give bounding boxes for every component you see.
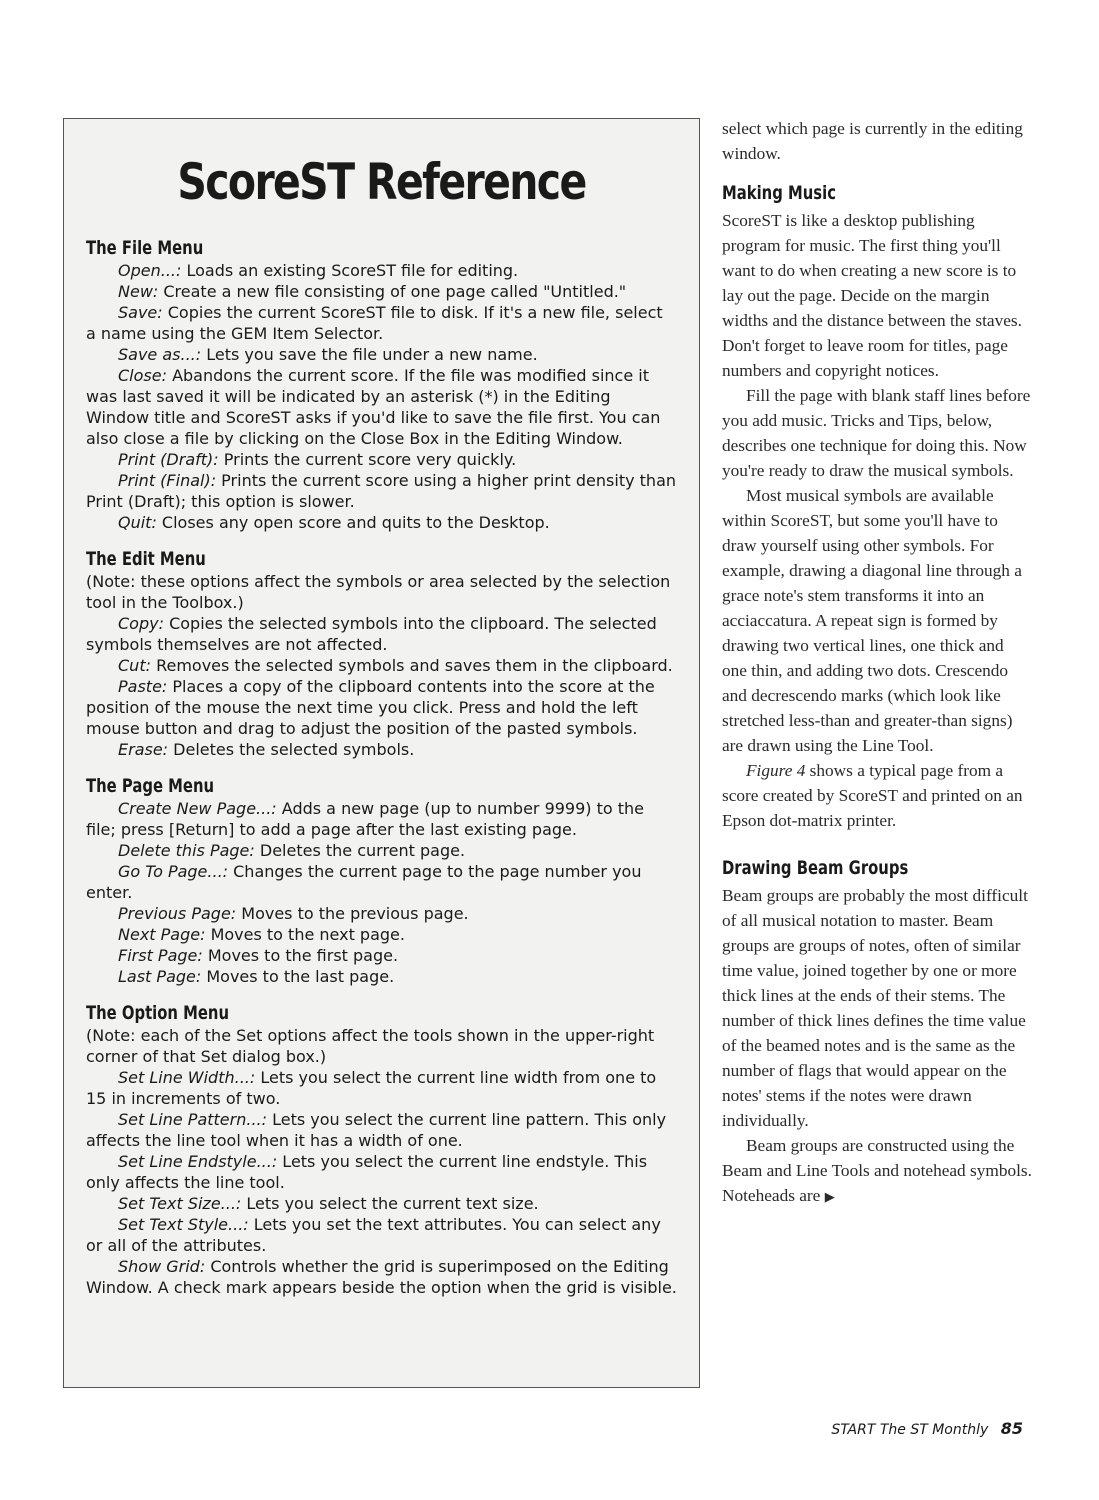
menu-entry-term: Print (Final): <box>118 471 217 490</box>
menu-entry-description: Abandons the current score. If the file was modified since it was last saved it will be indicated by an asterisk (*) in the Editing Window title and ScoreST asks if you'd like to save the file first. You can also close a file by clicking on the Close Box in the Editing Window. <box>86 366 661 448</box>
menu-entry <box>86 924 677 945</box>
figure-reference-text: shows a typical page from a score created by ScoreST and printed on an Epson dot-matrix printer. <box>722 761 1023 830</box>
menu-entry-description: Moves to the next page. <box>205 925 405 944</box>
menu-entry-term: Set Line Endstyle...: <box>118 1152 278 1171</box>
menu-entry-description: Lets you set the text attributes. You can select any or all of the attributes. <box>86 1215 661 1255</box>
menu-entry-description: Deletes the current page. <box>254 841 466 860</box>
making-music-heading: Making Music <box>722 182 836 204</box>
menu-entry-term: New: <box>118 282 159 301</box>
menu-entry-description: Lets you select the current text size. <box>241 1194 539 1213</box>
menu-entry <box>86 449 677 470</box>
making-music-paragraph-3: Most musical symbols are available within ScoreST, but some you'll have to draw yourself using other symbols. For example, drawing a diagonal line through a grace note's stem transforms it into an acciaccatura. A repeat sign is formed by drawing two vertical lines, one thick and one thin, and adding two dots. Crescendo and decrescendo marks (which look like stretched less-than and greater-than signs) are drawn using the Line Tool. <box>722 486 1022 755</box>
beam-groups-paragraph-1: Beam groups are probably the most difficult of all musical notation to master. Beam groups are groups of notes, often of similar time value, joined together by one or more thick lines at the ends of their stems. The number of thick lines defines the time value of the beamed notes and is the same as the number of flags that would appear on the notes' stems if the notes were drawn individually. <box>722 886 1028 1130</box>
menu-entry <box>86 365 677 449</box>
menu-entry-description: Deletes the selected symbols. <box>168 740 415 759</box>
menu-entry-term: Close: <box>118 366 167 385</box>
menu-entry-term: Paste: <box>118 677 168 696</box>
menu-entry <box>86 1151 677 1193</box>
menu-entry <box>86 512 677 533</box>
menu-entry-description: Moves to the first page. <box>202 946 399 965</box>
menu-entry-term: Show Grid: <box>118 1257 206 1276</box>
making-music-paragraph-4 <box>722 758 1032 833</box>
sidebar-sections <box>86 236 677 1298</box>
menu-entry-description: Prints the current score using a higher print density than Print (Draft); this option is slower. <box>86 471 677 511</box>
menu-entry-term: Next Page: <box>118 925 206 944</box>
menu-entry-description: Lets you select the current line pattern. This only affects the line tool when it has a width of one. <box>86 1110 667 1150</box>
menu-entry <box>86 676 677 739</box>
menu-entry-description: Moves to the previous page. <box>236 904 469 923</box>
menu-entry-description: (Note: each of the Set options affect the tools shown in the upper-right corner of that Set dialog box.) <box>86 1026 655 1066</box>
menu-entry-term: Print (Draft): <box>118 450 219 469</box>
menu-entry-description: Loads an existing ScoreST file for editing. <box>181 261 519 280</box>
menu-entry-term: Set Line Width...: <box>118 1068 256 1087</box>
menu-entry-description: Controls whether the grid is superimposed on the Editing Window. A check mark appears beside the option when the grid is visible. <box>86 1257 677 1297</box>
menu-entry <box>86 798 677 840</box>
menu-section-heading: The Page Menu <box>86 775 215 797</box>
menu-entry-term: Save: <box>118 303 163 322</box>
menu-section <box>86 774 677 987</box>
making-music-paragraph-1: ScoreST is like a desktop publishing program for music. The first thing you'll want to do when creating a new score is to lay out the page. Decide on the margin widths and the distance between the staves. Don't forget to leave room for titles, page numbers and copyright notices. <box>722 211 1022 380</box>
menu-entry <box>86 571 677 613</box>
figure-reference: Figure 4 <box>746 761 806 780</box>
sidebar-title: ScoreST Reference <box>177 153 586 211</box>
menu-entry-term: Set Line Pattern...: <box>118 1110 267 1129</box>
menu-entry <box>86 344 677 365</box>
page-number: 85 <box>1000 1419 1023 1438</box>
beam-groups-paragraph-2 <box>722 1133 1032 1209</box>
menu-entry-description: Copies the selected symbols into the clipboard. The selected symbols themselves are not affected. <box>86 614 657 654</box>
menu-entry <box>86 739 677 760</box>
menu-entry <box>86 1256 677 1298</box>
menu-entry-term: Set Text Style...: <box>118 1215 249 1234</box>
menu-entry-description: Moves to the last page. <box>201 967 395 986</box>
menu-entry <box>86 655 677 676</box>
reference-sidebar <box>63 118 700 1388</box>
menu-entry-term: Create New Page...: <box>118 799 277 818</box>
menu-entry-term: Set Text Size...: <box>118 1194 242 1213</box>
menu-entry <box>86 281 677 302</box>
publication-name: START The ST Monthly <box>831 1422 989 1438</box>
menu-entry-term: Delete this Page: <box>118 841 255 860</box>
page-footer <box>831 1419 1023 1438</box>
menu-entry <box>86 470 677 512</box>
menu-entry-term: Go To Page...: <box>118 862 229 881</box>
menu-entry-description: Copies the current ScoreST file to disk. If it's a new file, select a name using the GEM Item Selector. <box>86 303 663 343</box>
menu-section-heading: The File Menu <box>86 237 204 259</box>
menu-entry-description: Adds a new page (up to number 9999) to the file; press [Return] to add a page after the last existing page. <box>86 799 645 839</box>
menu-entry-term: Save as...: <box>118 345 202 364</box>
menu-section <box>86 547 677 760</box>
menu-section-heading: The Edit Menu <box>86 548 206 570</box>
menu-entry <box>86 1067 677 1109</box>
menu-entry <box>86 613 677 655</box>
menu-entry-term: Erase: <box>118 740 169 759</box>
menu-entry <box>86 966 677 987</box>
beam-groups-heading: Drawing Beam Groups <box>722 857 909 879</box>
menu-entry <box>86 1109 677 1151</box>
menu-entry-description: Closes any open score and quits to the Desktop. <box>156 513 550 532</box>
menu-entry-term: Quit: <box>118 513 157 532</box>
menu-entry-description: Create a new file consisting of one page called "Untitled." <box>158 282 627 301</box>
menu-entry-description: Prints the current score very quickly. <box>218 450 517 469</box>
menu-section <box>86 1001 677 1298</box>
menu-section-heading: The Option Menu <box>86 1002 230 1024</box>
menu-entry <box>86 945 677 966</box>
menu-entry <box>86 302 677 344</box>
menu-entry-description: Lets you select the current line endstyle. This only affects the line tool. <box>86 1152 648 1192</box>
menu-entry <box>86 1025 677 1067</box>
menu-entry <box>86 840 677 861</box>
menu-entry-term: Open...: <box>118 261 182 280</box>
menu-entry-description: Lets you save the file under a new name. <box>201 345 538 364</box>
continued-arrow-icon: ▶ <box>824 1189 835 1204</box>
menu-entry-term: Copy: <box>118 614 164 633</box>
menu-entry-term: Cut: <box>118 656 151 675</box>
menu-entry-description: Lets you select the current line width from one to 15 in increments of two. <box>86 1068 657 1108</box>
article-intro: select which page is currently in the editing window. <box>722 119 1023 163</box>
article-column <box>722 116 1032 1209</box>
menu-section <box>86 236 677 533</box>
menu-entry <box>86 903 677 924</box>
menu-entry-description: Changes the current page to the page number you enter. <box>86 862 642 902</box>
menu-entry-description: Removes the selected symbols and saves them in the clipboard. <box>150 656 673 675</box>
menu-entry-term: First Page: <box>118 946 203 965</box>
beam-groups-paragraph-2-text: Beam groups are constructed using the Beam and Line Tools and notehead symbols. Noteheads are <box>722 1136 1032 1205</box>
menu-entry <box>86 1193 677 1214</box>
menu-entry <box>86 861 677 903</box>
menu-entry-term: Previous Page: <box>118 904 237 923</box>
making-music-paragraph-2: Fill the page with blank staff lines before you add music. Tricks and Tips, below, describes one technique for doing this. Now you're ready to draw the musical symbols. <box>722 386 1031 480</box>
menu-entry <box>86 260 677 281</box>
menu-entry-description: (Note: these options affect the symbols or area selected by the selection tool in the Toolbox.) <box>86 572 671 612</box>
menu-entry <box>86 1214 677 1256</box>
menu-entry-description: Places a copy of the clipboard contents into the score at the position of the mouse the next time you click. Press and hold the left mouse button and drag to adjust the position of the pasted symbols. <box>86 677 655 738</box>
menu-entry-term: Last Page: <box>118 967 202 986</box>
